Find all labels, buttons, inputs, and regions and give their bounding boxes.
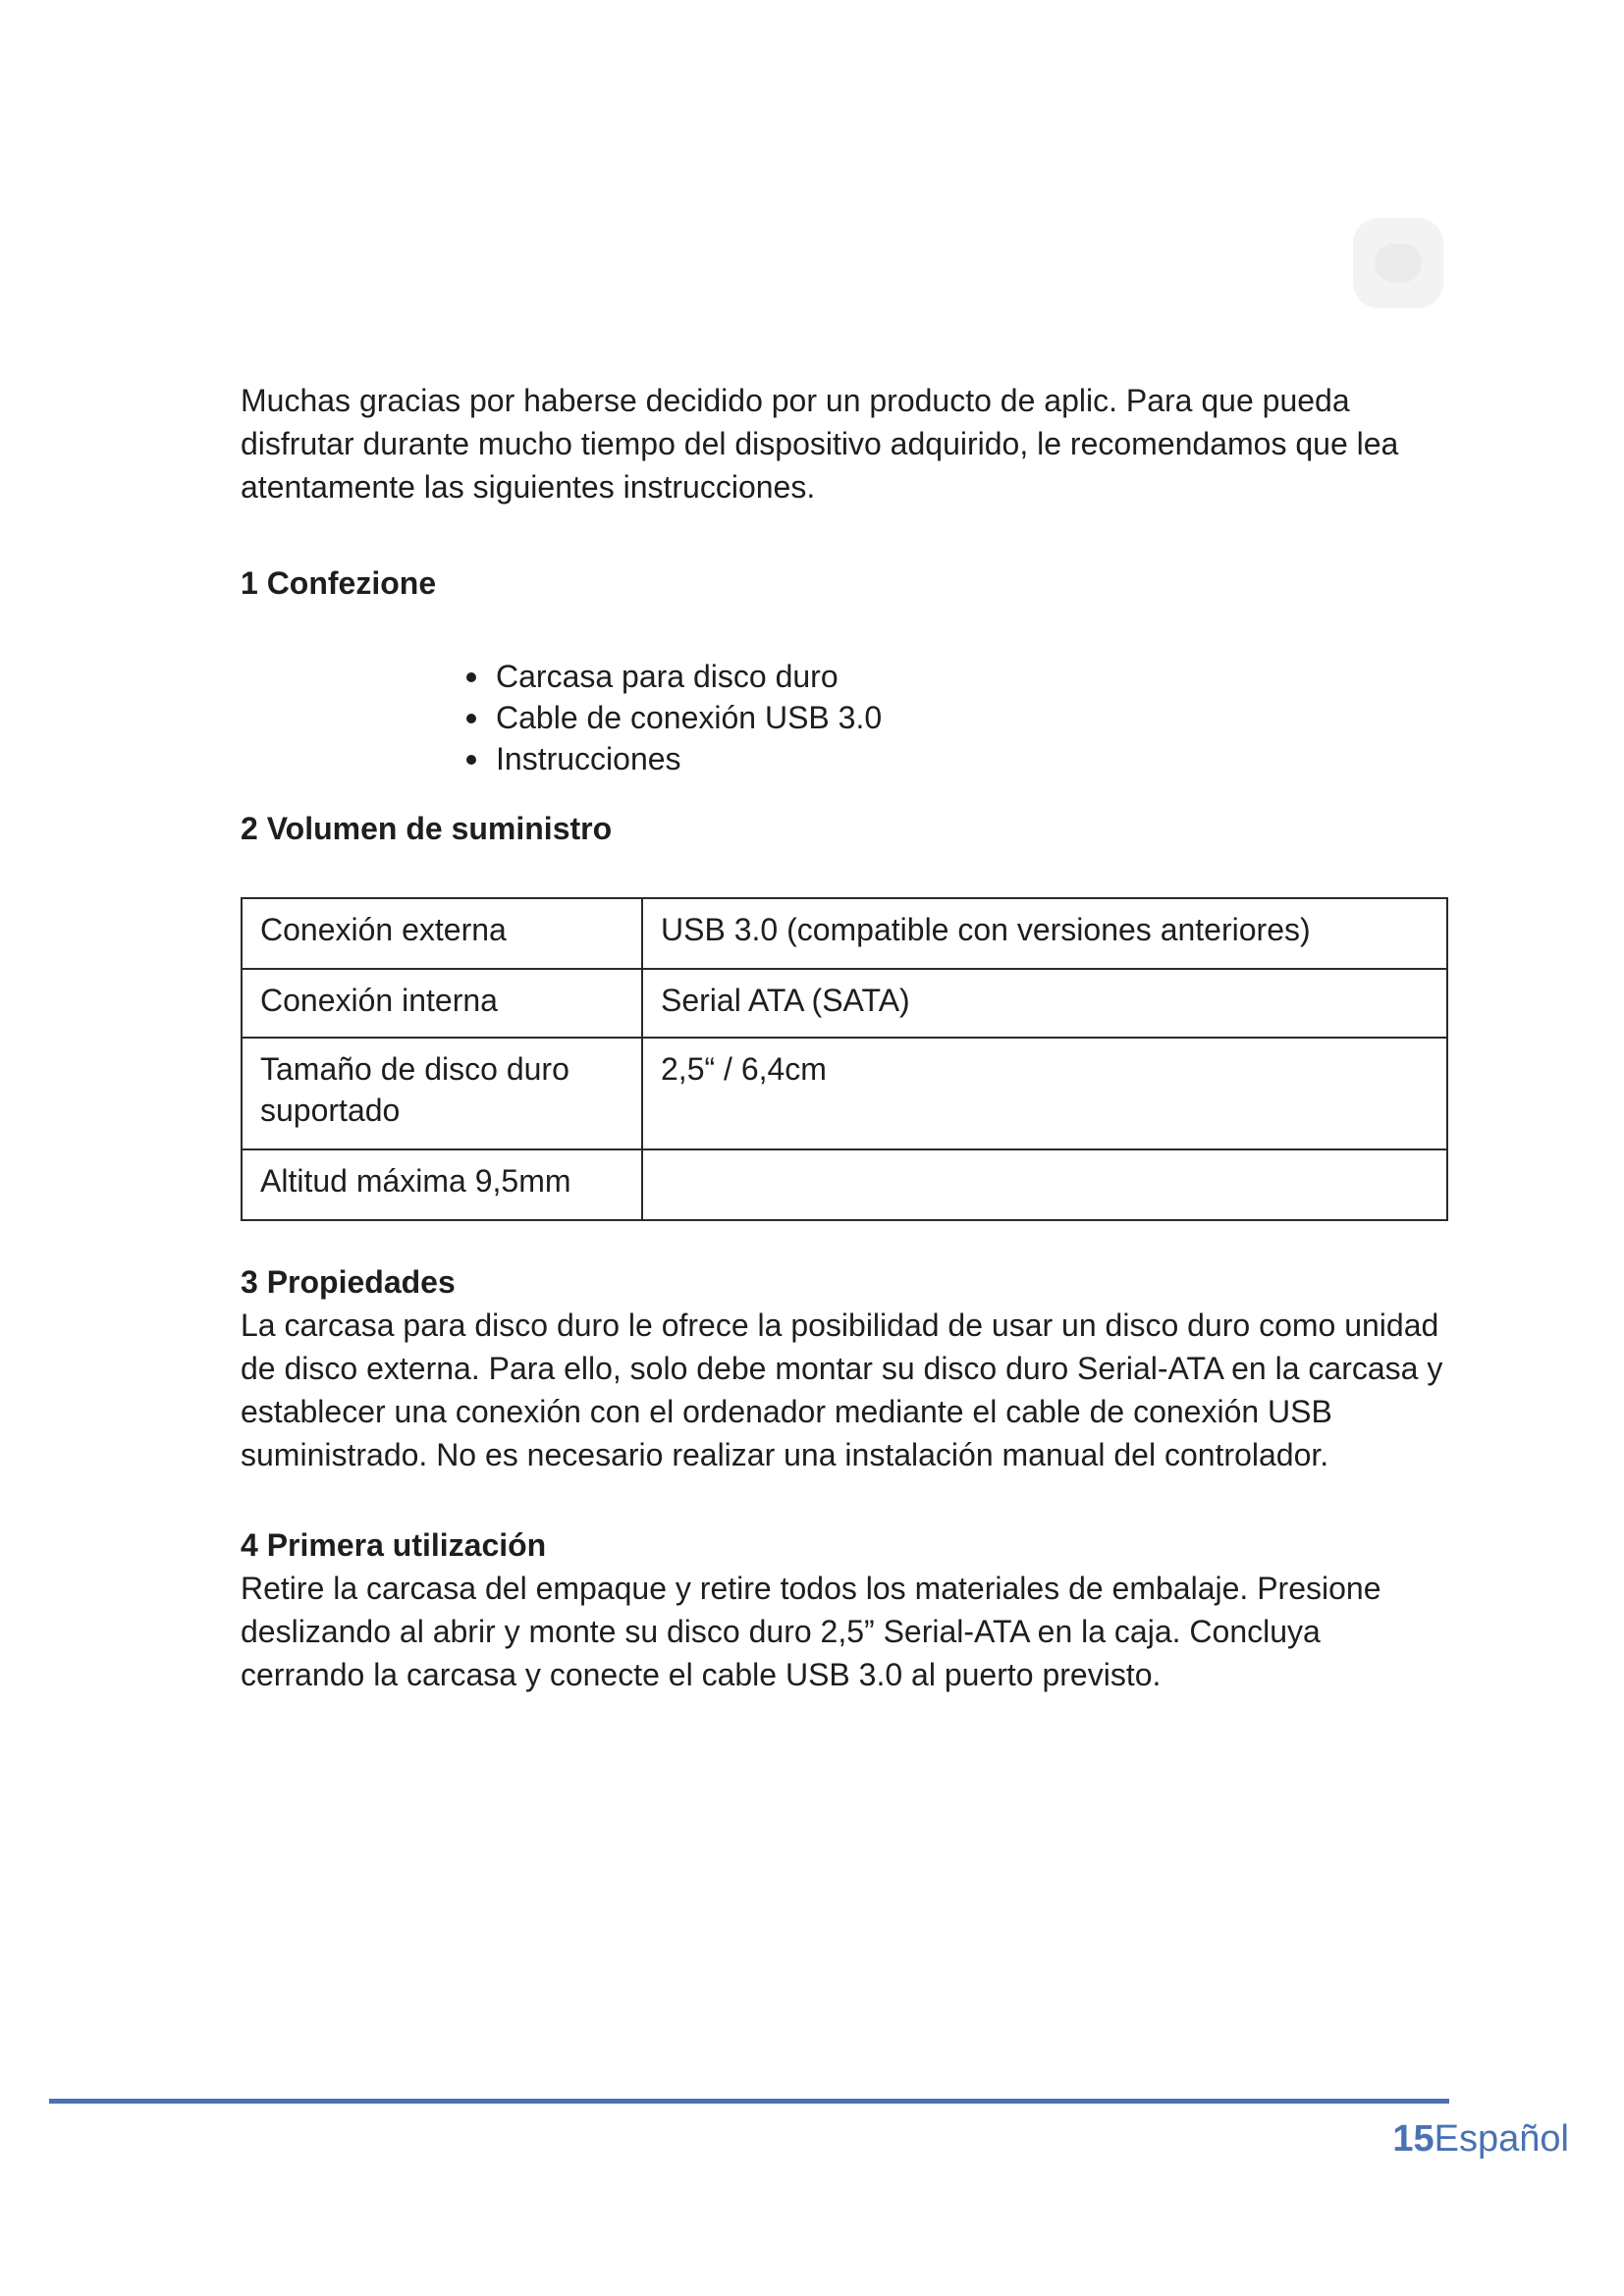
properties-paragraph: La carcasa para disco duro le ofrece la posibilidad de usar un disco duro como unidad de disco externa. Para ello, solo debe montar su disco duro Serial-ATA en la carcasa y establecer una conexión con el ordenador mediante el cable de conexión USB suministrado. No es necesario realizar una instalación manual del controlador.	[241, 1308, 1443, 1472]
table-row	[242, 969, 1447, 1038]
logo-watermark-icon	[1353, 218, 1443, 308]
first-use-paragraph: Retire la carcasa del empaque y retire todos los materiales de embalaje. Presione deslizando al abrir y monte su disco duro 2,5” Serial-ATA en la caja. Concluya cerrando la carcasa y conecte el cable USB 3.0 al puerto previsto.	[241, 1571, 1381, 1692]
content-area	[241, 379, 1448, 1696]
table-cell-value: USB 3.0 (compatible con versiones anteriores)	[642, 898, 1447, 969]
section-2-heading: 2 Volumen de suministro	[241, 811, 613, 846]
intro-paragraph: Muchas gracias por haberse decidido por un producto de aplic. Para que pueda disfrutar durante mucho tiempo del dispositivo adquirido, le recomendamos que lea atentamente las siguientes instrucciones.	[241, 383, 1399, 505]
table-row	[242, 1149, 1447, 1220]
spec-table	[241, 897, 1448, 1221]
page-number: 15	[1392, 2118, 1435, 2160]
table-cell-label: Conexión interna	[242, 969, 642, 1038]
package-contents-list	[241, 656, 1448, 779]
table-cell-label: Altitud máxima 9,5mm	[242, 1149, 642, 1220]
table-cell-value: 2,5“ / 6,4cm	[642, 1038, 1447, 1149]
table-cell-value	[642, 1149, 1447, 1220]
list-item: Cable de conexión USB 3.0	[466, 697, 1448, 738]
list-item: Instrucciones	[466, 738, 1448, 779]
table-cell-label: Tamaño de disco duro suportado	[242, 1038, 642, 1149]
footer-language: Español	[1434, 2118, 1569, 2160]
list-item: Carcasa para disco duro	[466, 656, 1448, 697]
table-cell-label: Conexión externa	[242, 898, 642, 969]
table-row	[242, 898, 1447, 969]
section-1-heading: 1 Confezione	[241, 565, 437, 601]
page-footer	[1392, 2118, 1569, 2161]
section-4-heading: 4 Primera utilización	[241, 1527, 547, 1563]
table-cell-value: Serial ATA (SATA)	[642, 969, 1447, 1038]
footer-divider	[49, 2099, 1449, 2104]
table-row	[242, 1038, 1447, 1149]
section-3-heading: 3 Propiedades	[241, 1264, 456, 1300]
